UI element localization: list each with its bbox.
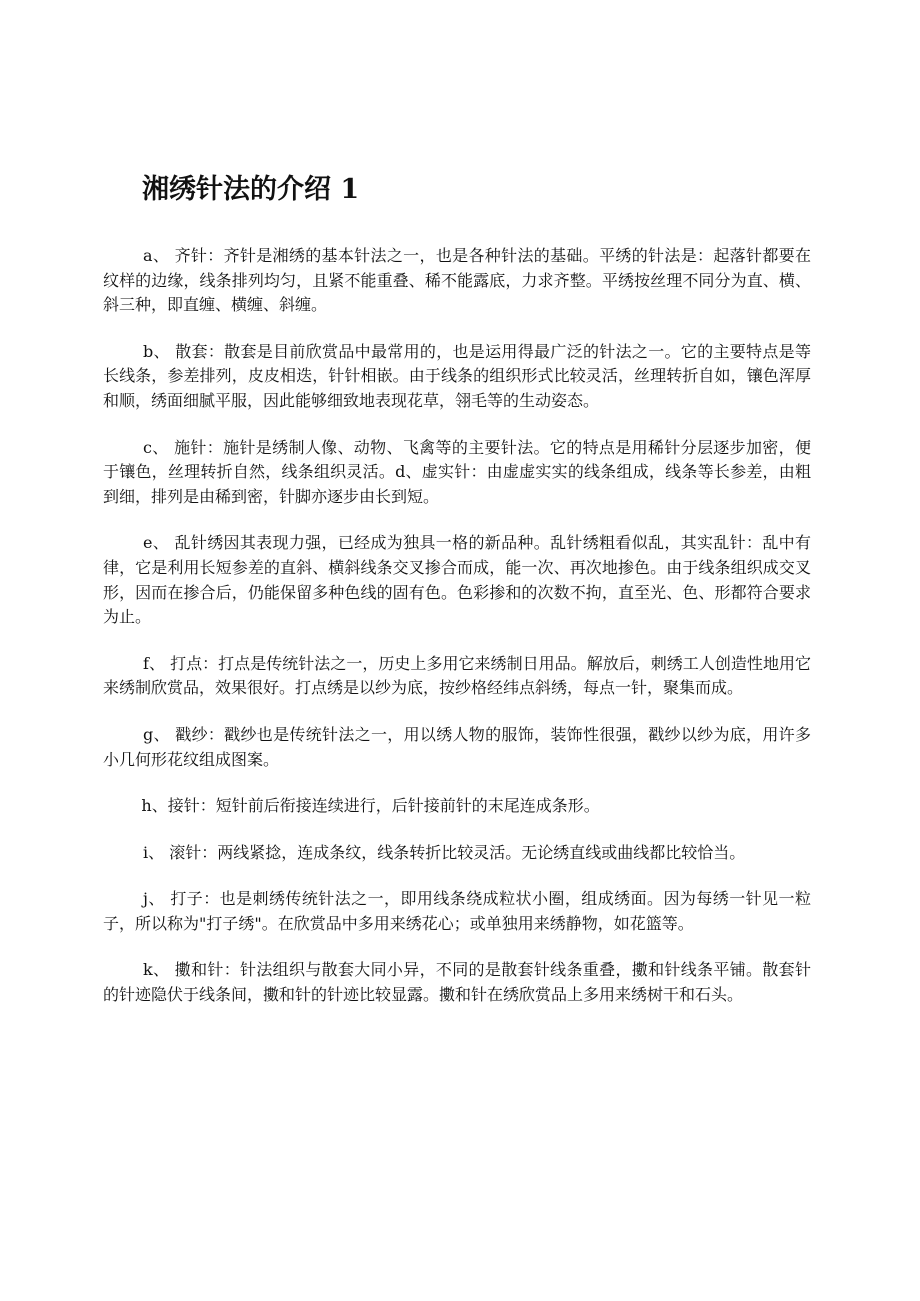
paragraph-jie-zhen: h、接针：短针前后衔接连续进行，后针接前针的末尾连成条形。 (141, 796, 600, 816)
paragraph-sa-he-zhen: k、 擻和针：针法组织与散套大同小异，不同的是散套针线条重叠，擻和针线条平铺。散套针的针迹隐伏于线条间，擻和针的针迹比较显露。擻和针在绣欣赏品上多用来绣树干和石头。 (103, 960, 811, 1005)
document-body (103, 244, 811, 1030)
document-title: 湘绣针法的介绍 1 (142, 174, 360, 205)
paragraph-gun-zhen: i、 滚针：两线紧捻，连成条纹，线条转折比较灵活。无论绣直线或曲线都比较恰当。 (143, 842, 746, 862)
paragraph-san-tao: b、 散套：散套是目前欣赏品中最常用的，也是运用得最广泛的针法之一。它的主要特点是等长线条，参差排列，皮皮相迭，针针相嵌。由于线条的组织形式比较灵活，丝理转折自如，镶色浑厚和顺，绣面细腻平服，因此能够细致地表现花草，翎毛等的生动姿态。 (103, 341, 811, 410)
paragraph-da-zi: j、 打子：也是刺绣传统针法之一，即用线条绕成粒状小圈，组成绣面。因为每绣一针见一粒子，所以称为"打子绣"。在欣赏品中多用来绣花心；或单独用来绣静物，如花篮等。 (103, 889, 811, 933)
paragraph-qi-zhen: a、 齐针：齐针是湘绣的基本针法之一，也是各种针法的基础。平绣的针法是：起落针都要在纹样的边缘，线条排列均匀，且紧不能重叠、稀不能露底，力求齐整。平绣按丝理不同分为直、横、斜三种，即直缠、横缠、斜缠。 (103, 246, 811, 315)
paragraph-chuo-sha: g、 戳纱：戳纱也是传统针法之一，用以绣人物的服饰，装饰性很强，戳纱以纱为底，用许多小几何形花纹组成图案。 (103, 724, 811, 769)
paragraph-luan-zhen: e、 乱针绣因其表现力强，已经成为独具一格的新品种。乱针绣粗看似乱，其实乱针：乱中有律，它是利用长短参差的直斜、横斜线条交叉掺合而成，能一次、再次地掺色。由于线条组织成交叉形，因而在掺合后，仍能保留多种色线的固有色。色彩掺和的次数不拘，直至光、色、形都符合要求为止。 (103, 533, 811, 627)
paragraph-da-dian: f、 打点：打点是传统针法之一，历史上多用它来绣制日用品。解放后，刺绣工人创造性地用它来绣制欣赏品，效果很好。打点绣是以纱为底，按纱格经纬点斜绣，每点一针，聚集而成。 (103, 653, 811, 698)
paragraph-shi-zhen: c、 施针：施针是绣制人像、动物、飞禽等的主要针法。它的特点是用稀针分层逐步加密，便于镶色，丝理转折自然，线条组织灵活。d、虚实针：由虚虚实实的线条组成，线条等长参差，由粗到细，排列是由稀到密，针脚亦逐步由长到短。 (103, 437, 811, 506)
